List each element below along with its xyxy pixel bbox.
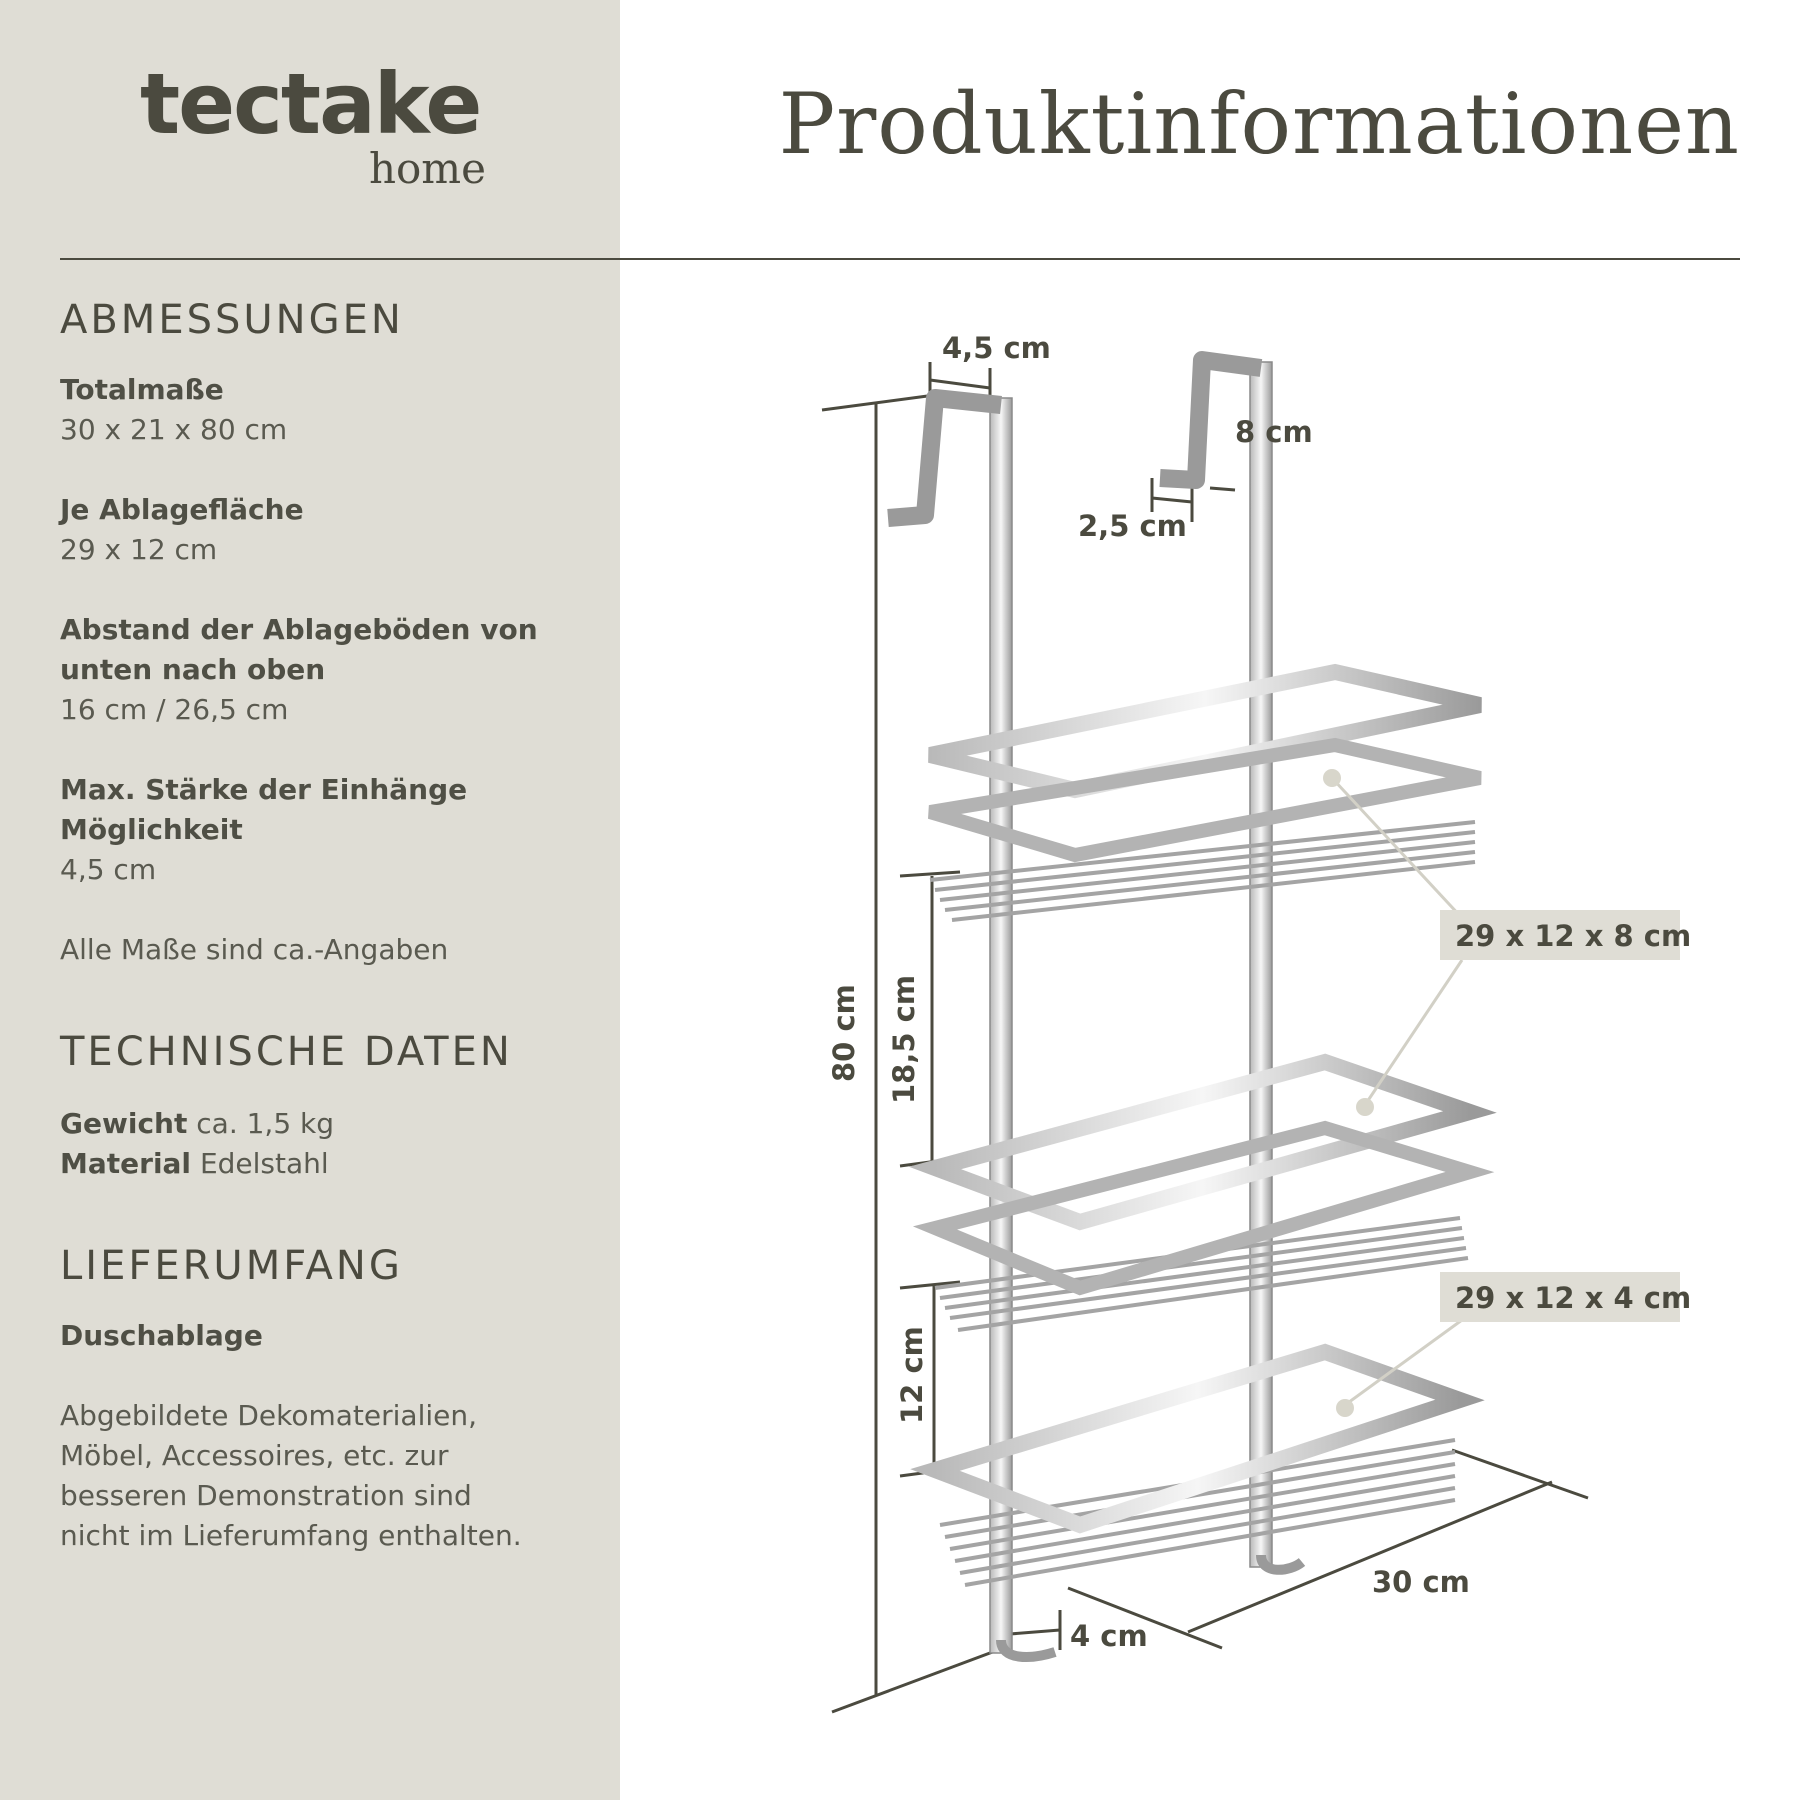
hook-left <box>888 398 1001 518</box>
tray-upper-label: 29 x 12 x 8 cm <box>1455 919 1692 953</box>
spec-label: Je Ablagefläche <box>60 493 304 526</box>
spec-label: Material <box>60 1147 192 1180</box>
spec-value: 16 cm / 26,5 cm <box>60 693 289 726</box>
hook-height-label: 8 cm <box>1235 415 1313 449</box>
disclaimer-line: besseren Demonstration sind <box>60 1479 472 1512</box>
spec-label: Abstand der Ablageböden von <box>60 613 538 646</box>
spec-weight <box>60 1104 580 1144</box>
shelf-middle <box>935 1062 1470 1330</box>
info-panel <box>60 290 580 1556</box>
section-heading-abmessungen: ABMESSUNGEN <box>60 297 404 343</box>
rack-frame <box>990 362 1272 1653</box>
approx-note: Alle Maße sind ca.-Angaben <box>60 933 449 966</box>
section-heading-lieferumfang: LIEFERUMFANG <box>60 1243 403 1289</box>
spec-hook-thickness <box>60 770 580 890</box>
delivery-item-label: Duschablage <box>60 1319 263 1352</box>
spec-value: 30 x 21 x 80 cm <box>60 413 288 446</box>
brand-sub: home <box>368 144 486 193</box>
dimension-lines <box>822 358 1588 1712</box>
spec-value: 4,5 cm <box>60 853 157 886</box>
section-heading-technische-daten: TECHNISCHE DATEN <box>60 1029 513 1075</box>
spec-value: Edelstahl <box>199 1147 329 1180</box>
foot-label: 4 cm <box>1070 1619 1148 1653</box>
disclaimer <box>60 1396 580 1556</box>
brand-name: tectake <box>140 55 481 153</box>
spec-value: 29 x 12 cm <box>60 533 218 566</box>
delivery-item <box>60 1316 580 1356</box>
spec-label: Möglichkeit <box>60 813 243 846</box>
shelf-bottom <box>935 1352 1460 1585</box>
total-height-label: 80 cm <box>827 984 861 1082</box>
hook-lip-label: 2,5 cm <box>1078 509 1187 543</box>
width-label: 30 cm <box>1372 1565 1470 1599</box>
gap-lower-label: 12 cm <box>895 1326 929 1424</box>
product-diagram <box>620 260 1800 1800</box>
spec-label: unten nach oben <box>60 653 326 686</box>
page-title: Produktinformationen <box>778 75 1740 173</box>
spec-label: Totalmaße <box>60 373 224 406</box>
gap-upper-label: 18,5 cm <box>887 974 921 1104</box>
spec-label: Gewicht <box>60 1107 188 1140</box>
tray-lower-label: 29 x 12 x 4 cm <box>1455 1281 1692 1315</box>
spec-spacing <box>60 610 580 730</box>
brand-logo <box>140 55 486 193</box>
hook-depth-label: 4,5 cm <box>942 331 1051 365</box>
spec-material <box>60 1144 580 1184</box>
disclaimer-line: Abgebildete Dekomaterialien, <box>60 1399 478 1432</box>
spec-label: Max. Stärke der Einhänge <box>60 773 468 806</box>
disclaimer-line: Möbel, Accessoires, etc. zur <box>60 1439 449 1472</box>
disclaimer-line: nicht im Lieferumfang enthalten. <box>60 1519 522 1552</box>
spec-total <box>60 370 580 450</box>
spec-value: ca. 1,5 kg <box>196 1107 335 1140</box>
spec-shelf <box>60 490 580 570</box>
